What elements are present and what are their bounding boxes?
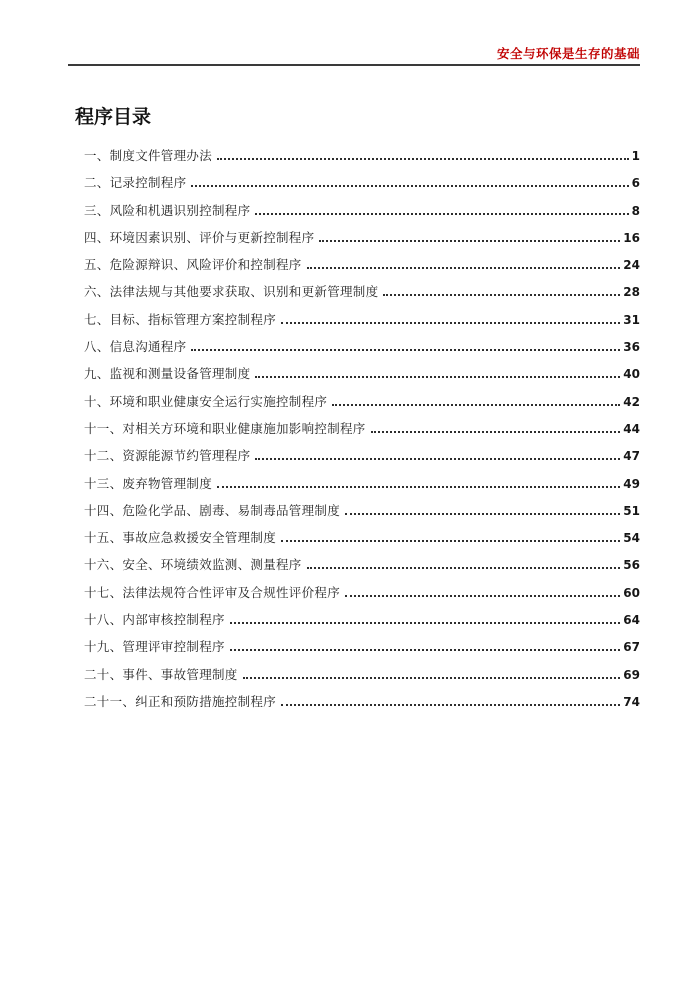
toc-entry-page: 1 [631, 149, 640, 163]
toc-entry-label: 十七、法律法规符合性评审及合规性评价程序 [84, 584, 341, 600]
toc-entry[interactable] [84, 392, 640, 419]
toc-entry[interactable] [84, 337, 640, 364]
toc-entry-label: 一、制度文件管理办法 [84, 148, 213, 163]
toc-entry-page: 40 [623, 367, 640, 382]
toc-entry-page: 51 [623, 503, 640, 518]
toc-dotted-leader [281, 322, 620, 324]
toc-entry-label: 十五、事故应急救援安全管理制度 [84, 530, 277, 546]
toc-dotted-leader [383, 294, 620, 296]
page-header [68, 0, 640, 66]
toc-dotted-leader [332, 404, 620, 406]
toc-entry[interactable] [84, 528, 640, 555]
toc-entry-page: 44 [623, 421, 640, 436]
toc-dotted-leader [319, 240, 620, 242]
toc-entry-page: 54 [623, 531, 640, 546]
toc-dotted-leader [230, 622, 620, 624]
toc-entry[interactable] [84, 474, 640, 501]
toc-dotted-leader [255, 213, 628, 215]
toc-entry[interactable] [84, 228, 640, 255]
toc-dotted-leader [307, 567, 621, 569]
toc-entry-label: 十一、对相关方环境和职业健康施加影响控制程序 [84, 420, 366, 436]
header-slogan: 安全与环保是生存的基础 [496, 46, 640, 61]
toc-dotted-leader [243, 677, 621, 679]
toc-dotted-leader [307, 267, 621, 269]
toc-entry-label: 十八、内部审核控制程序 [84, 612, 225, 628]
toc-entry[interactable] [84, 665, 640, 692]
header-rule [68, 64, 640, 66]
toc-entry[interactable] [84, 610, 640, 637]
toc-dotted-leader [255, 458, 620, 460]
toc-dotted-leader [281, 540, 620, 542]
toc-entry-page: 42 [623, 394, 640, 409]
toc-entry-label: 六、法律法规与其他要求获取、识别和更新管理制度 [84, 284, 379, 300]
toc-entry-label: 十六、安全、环境绩效监测、测量程序 [84, 557, 302, 573]
toc-entry-page: 24 [623, 258, 640, 273]
toc-entry[interactable] [84, 282, 640, 309]
page-title: 程序目录 [75, 106, 152, 128]
toc-dotted-leader [255, 376, 620, 378]
document-page [68, 0, 640, 719]
toc-entry-page: 64 [623, 613, 640, 628]
toc-entry-page: 49 [623, 476, 640, 491]
toc-entry[interactable] [84, 637, 640, 664]
toc-entry[interactable] [84, 692, 640, 719]
toc-entry-label: 五、危险源辩识、风险评价和控制程序 [84, 257, 302, 273]
toc-entry[interactable] [84, 310, 640, 337]
toc-dotted-leader [191, 349, 620, 351]
toc-dotted-leader [191, 185, 628, 187]
toc-entry-page: 60 [623, 585, 640, 600]
toc-entry-label: 十、环境和职业健康安全运行实施控制程序 [84, 393, 328, 409]
toc-entry[interactable] [84, 201, 640, 228]
toc-dotted-leader [217, 486, 620, 488]
toc-entry-label: 十三、废弃物管理制度 [84, 475, 213, 491]
toc-entry-page: 31 [623, 312, 640, 327]
toc-entry-label: 九、监视和测量设备管理制度 [84, 366, 251, 382]
toc-entry-page: 16 [623, 230, 640, 245]
toc-dotted-leader [230, 649, 620, 651]
toc-entry-page: 67 [623, 640, 640, 655]
toc-entry-page: 56 [623, 558, 640, 573]
toc-dotted-leader [281, 704, 620, 706]
toc-entry-label: 八、信息沟通程序 [84, 339, 187, 355]
toc-entry[interactable] [84, 501, 640, 528]
toc-entry[interactable] [84, 419, 640, 446]
toc-entry-label: 二十、事件、事故管理制度 [84, 666, 238, 682]
toc-dotted-leader [345, 595, 620, 597]
toc-dotted-leader [217, 158, 629, 160]
toc-entry[interactable] [84, 173, 640, 200]
toc-entry-page: 8 [631, 203, 640, 218]
toc-dotted-leader [371, 431, 621, 433]
toc-list [68, 146, 640, 719]
toc-entry-label: 二十一、纠正和预防措施控制程序 [84, 693, 277, 709]
toc-entry-label: 十九、管理评审控制程序 [84, 639, 225, 655]
toc-entry-page: 28 [623, 285, 640, 300]
toc-entry[interactable] [84, 583, 640, 610]
toc-entry-page: 74 [623, 694, 640, 709]
toc-entry[interactable] [84, 446, 640, 473]
toc-entry-page: 69 [623, 667, 640, 682]
toc-entry-label: 十二、资源能源节约管理程序 [84, 448, 251, 464]
toc-entry-page: 6 [631, 176, 640, 191]
toc-entry[interactable] [84, 364, 640, 391]
toc-entry-label: 三、风险和机遇识别控制程序 [84, 202, 251, 218]
toc-entry-label: 四、环境因素识别、评价与更新控制程序 [84, 229, 315, 245]
toc-entry-label: 七、目标、指标管理方案控制程序 [84, 311, 277, 327]
toc-entry-label: 二、记录控制程序 [84, 175, 187, 191]
toc-entry-label: 十四、危险化学品、剧毒、易制毒品管理制度 [84, 502, 341, 518]
toc-entry[interactable] [84, 555, 640, 582]
toc-entry-page: 36 [623, 340, 640, 355]
toc-entry-page: 47 [623, 449, 640, 464]
toc-dotted-leader [345, 513, 620, 515]
toc-entry[interactable] [84, 146, 640, 173]
toc-entry[interactable] [84, 255, 640, 282]
